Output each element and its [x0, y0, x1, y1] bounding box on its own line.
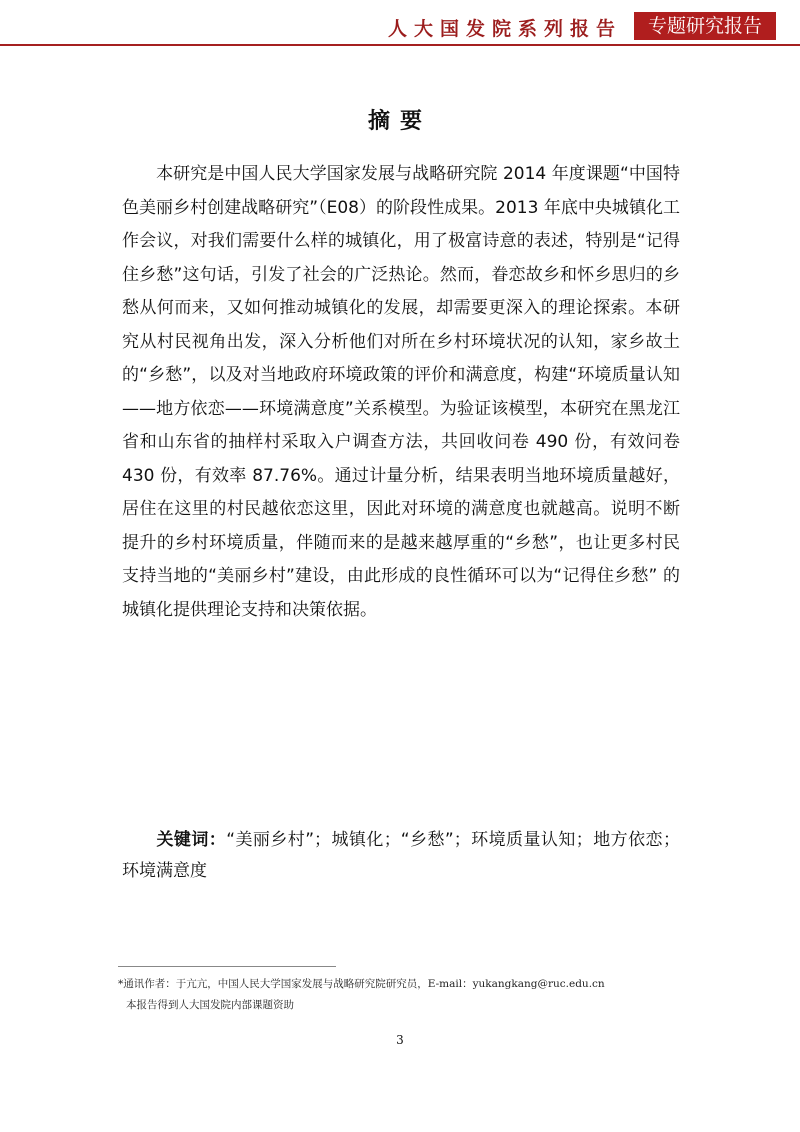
report-type-badge: 专题研究报告: [634, 12, 776, 40]
footnote-author: *通讯作者：于亢亢，中国人民大学国家发展与战略研究院研究员，E-mail：yukangkang@ruc.edu.cn: [118, 978, 605, 990]
footnote-funding: 本报告得到人大国发院内部课题资助: [126, 999, 294, 1011]
abstract-title: 摘要: [367, 109, 432, 134]
abstract-body-text: 本研究是中国人民大学国家发展与战略研究院 2014 年度课题“中国特色美丽乡村创建战略研究”（E08）的阶段性成果。2013 年底中央城镇化工作会议，对我们需要什么样的城镇化，用了极富诗意的表述，特别是“记得住乡愁”这句话，引发了社会的广泛热论。然而，眷恋故乡和怀乡思归的乡愁从何而来，又如何推动城镇化的发展，却需要更深入的理论探索。本研究从村民视角出发，深入分析他们对所在乡村环境状况的认知，家乡故土的“乡愁”，以及对当地政府环境政策的评价和满意度，构建“环境质量认知——地方依恋——环境满意度”关系模型。为验证该模型，本研究在黑龙江省和山东省的抽样村采取入户调查方法，共回收问卷 490 份，有效问卷 430 份，有效率 87.76%。通过计量分析，结果表明当地环境质量越好，居住在这里的村民越依恋这里，因此对环境的满意度也就越高。说明不断提升的乡村环境质量，伴随而来的是越来越厚重的“乡愁”，也让更多村民支持当地的“美丽乡村”建设，由此形成的良性循环可以为“记得住乡愁” 的城镇化提供理论支持和决策依据。: [122, 164, 680, 620]
page-number: 3: [396, 1033, 404, 1047]
abstract-body: [122, 158, 680, 627]
footnote-divider: [118, 966, 336, 967]
header-divider: [0, 44, 800, 46]
report-header: [0, 0, 800, 46]
series-title: 人大国发院系列报告: [387, 18, 622, 40]
keywords-text: “美丽乡村”；城镇化；“乡愁”；环境质量认知；地方依恋；环境满意度: [122, 830, 680, 881]
keywords: [122, 825, 680, 887]
keywords-label: 关键词：: [156, 830, 227, 850]
